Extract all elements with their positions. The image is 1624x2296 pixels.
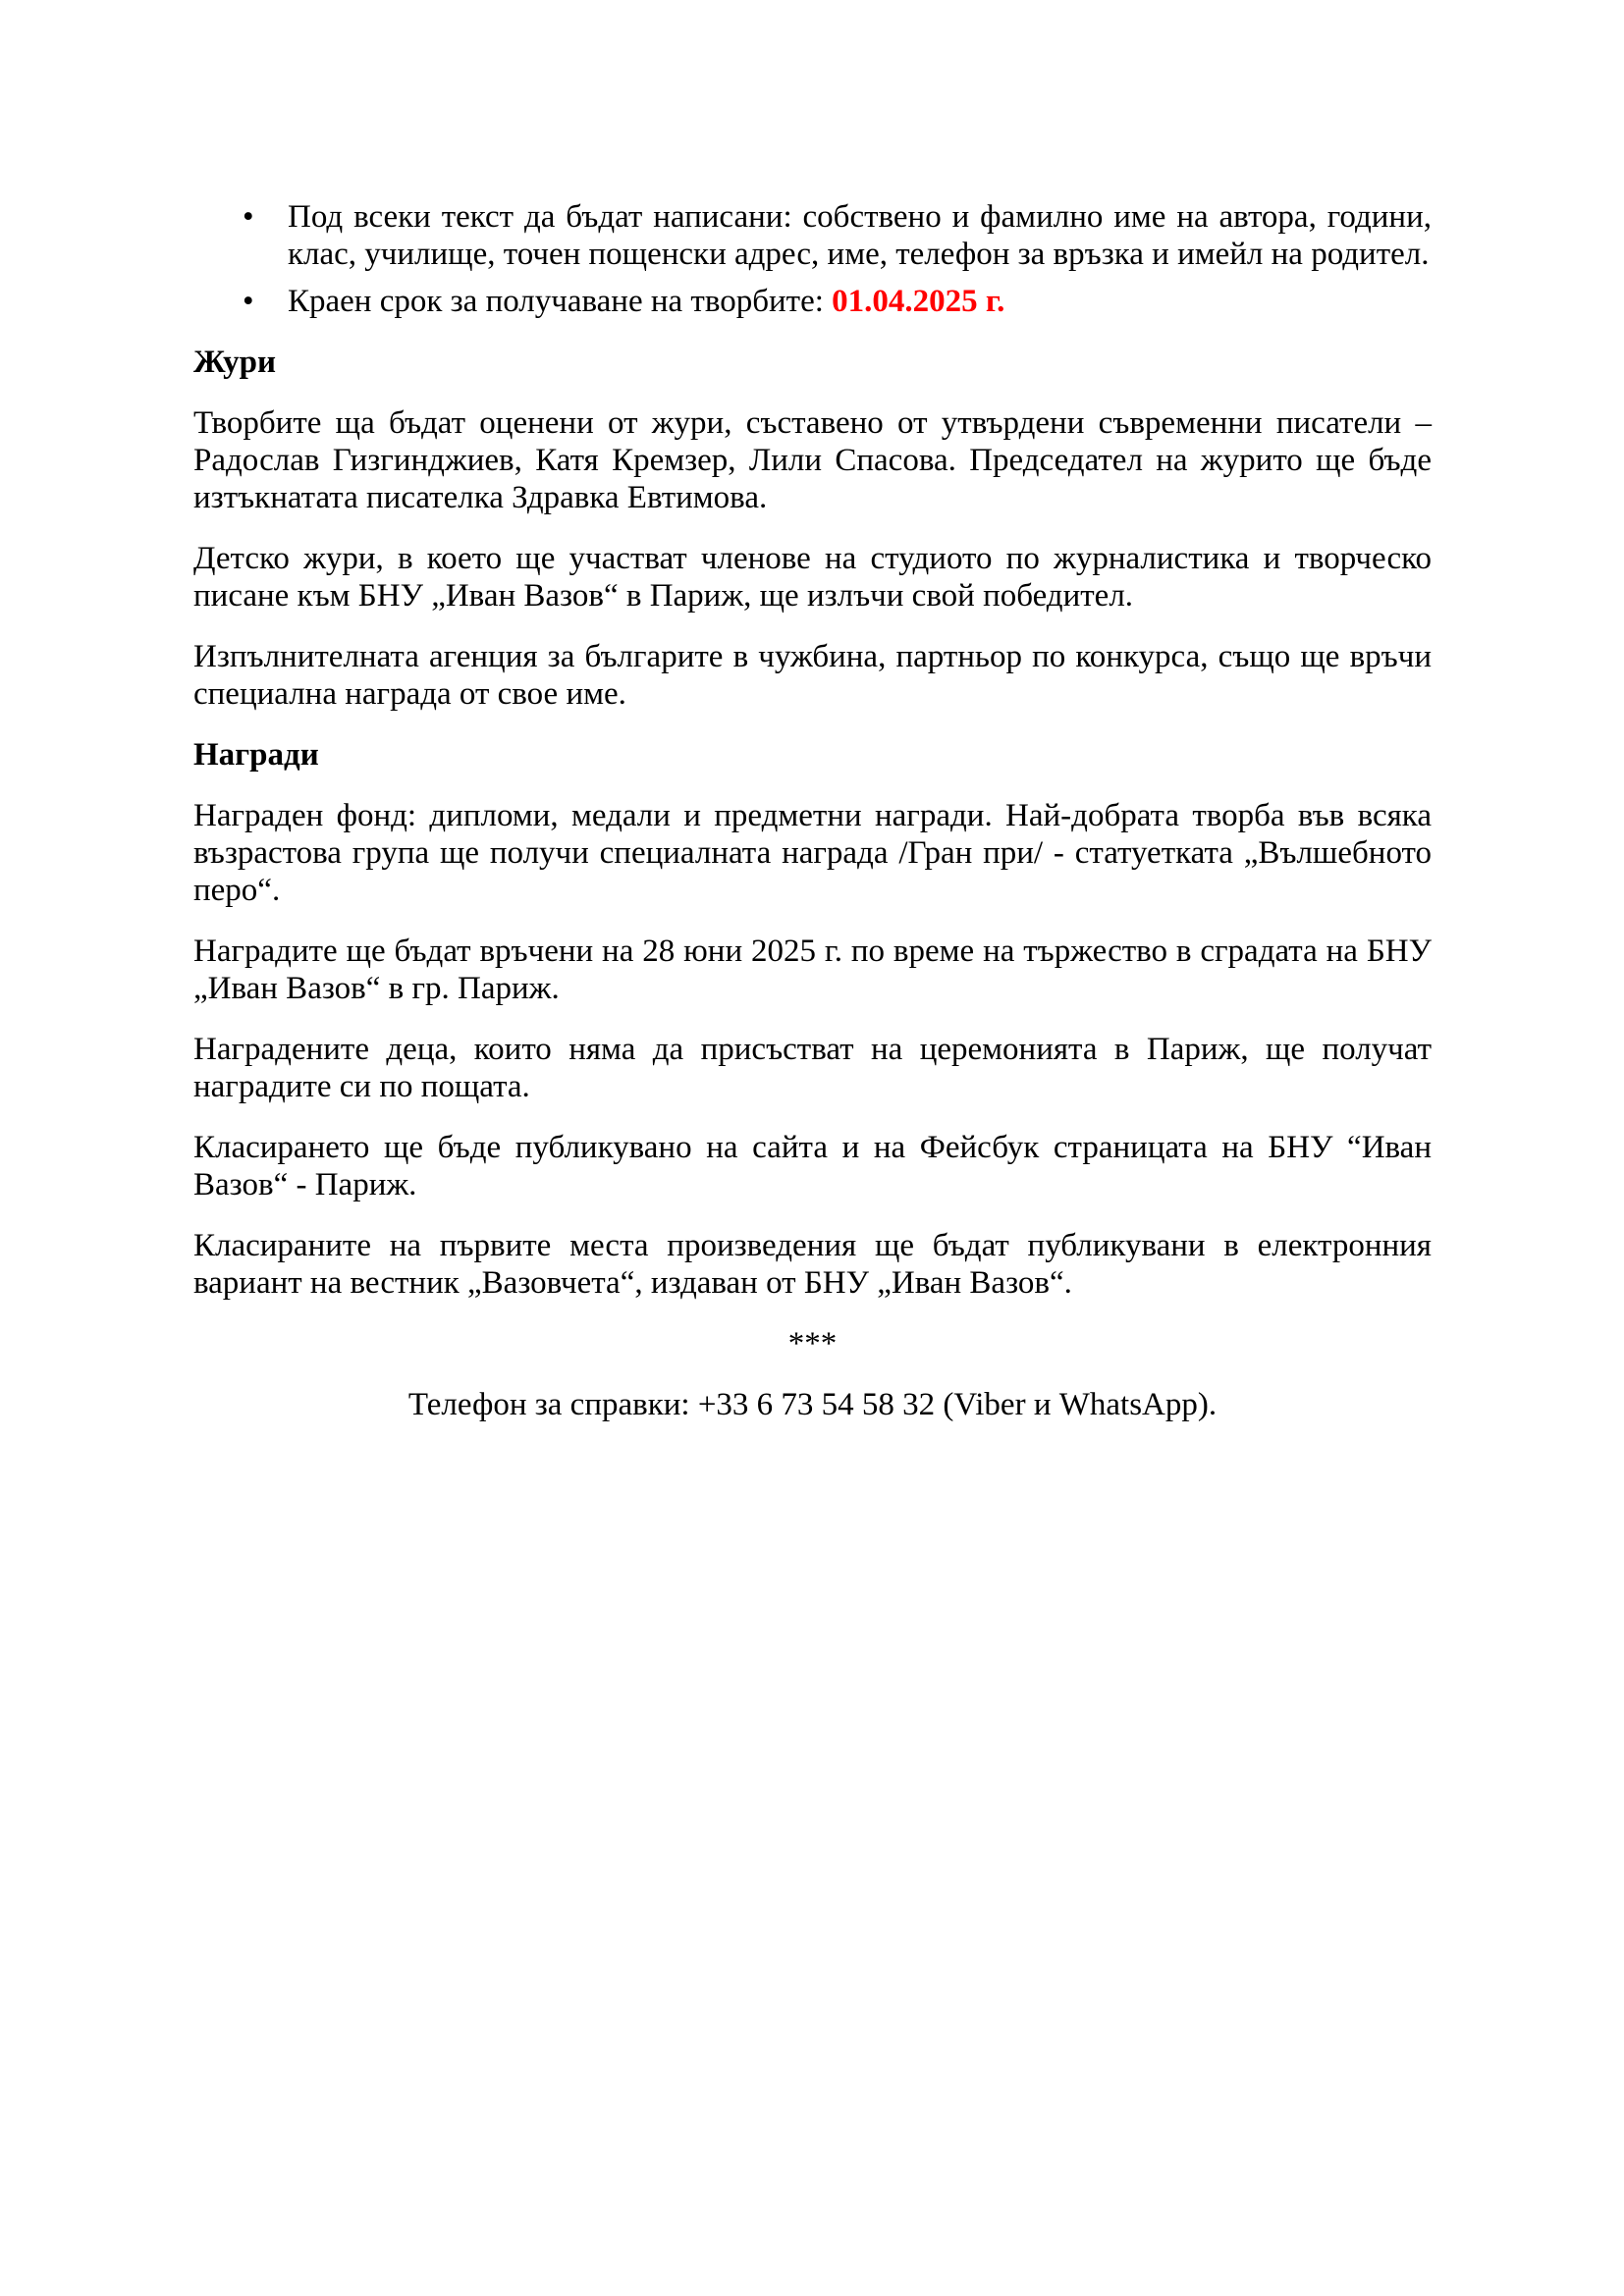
requirements-bullet-list [193, 198, 1432, 320]
paragraph-award-ceremony: Наградите ще бъдат връчени на 28 юни 2025 г. по време на тържество в сградата на БНУ „Иван Вазов“ в гр. Париж. [193, 934, 1432, 1006]
bullet-marker: • [243, 199, 254, 235]
paragraph-awards-by-mail: Наградените деца, които няма да присъстват на церемонията в Париж, ще получат наградите си по пощата. [193, 1032, 1432, 1104]
deadline-date: 01.04.2025 г. [832, 284, 1005, 319]
separator-asterisks: *** [787, 1326, 838, 1362]
paragraph-results-publication: Класирането ще бъде публикувано на сайта и на Фейсбук страницата на БНУ “Иван Вазов“ - Париж. [193, 1130, 1432, 1202]
paragraph-award-fund: Награден фонд: дипломи, медали и предметни награди. Най-добрата творба във всяка възрастова група ще получи специалната награда /Гран при/ - статуетката „Вълшебното перо“. [193, 798, 1432, 908]
paragraph-works-publication: Класираните на първите места произведения ще бъдат публикувани в електронния вариант на вестник „Вазовчета“, издаван от БНУ „Иван Вазов“. [193, 1228, 1432, 1301]
section-heading-awards: Награди [193, 737, 319, 773]
list-item [243, 198, 1432, 273]
contact-phone-line: Телефон за справки: +33 6 73 54 58 32 (Viber и WhatsApp). [407, 1387, 1218, 1422]
bullet-marker: • [243, 284, 254, 319]
paragraph-jury-members: Творбите ща бъдат оценени от жури, съставено от утвърдени съвременни писатели – Радослав Гизгинджиев, Катя Кремзер, Лили Спасова. Председател на журито ще бъде изтъкнатата писателка Здравка Евтимова. [193, 405, 1432, 515]
bullet-text-author-info: Под всеки текст да бъдат написани: собствено и фамилно име на автора, години, клас, училище, точен пощенски адрес, име, телефон за връзка и имейл на родител. [288, 199, 1432, 272]
bullet-text-deadline: Краен срок за получаване на творбите: [288, 284, 833, 319]
paragraph-agency-award: Изпълнителната агенция за българите в чужбина, партньор по конкурса, също ще връчи специална награда от свое име. [193, 639, 1432, 712]
section-heading-jury: Жури [193, 345, 276, 380]
list-item [243, 283, 1432, 320]
paragraph-children-jury: Детско жури, в което ще участват членове на студиото по журналистика и творческо писане към БНУ „Иван Вазов“ в Париж, ще излъчи свой победител. [193, 541, 1432, 614]
